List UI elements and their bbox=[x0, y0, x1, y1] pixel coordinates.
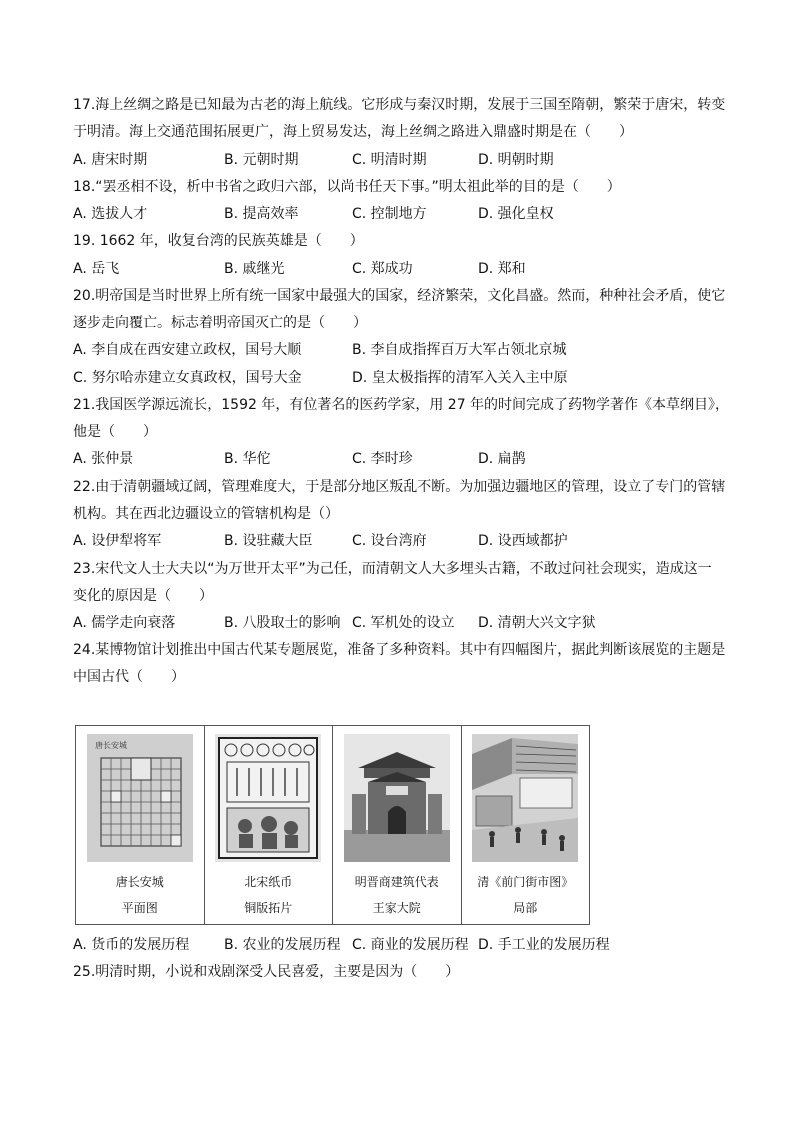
q17-option-c: C. 明清时期 bbox=[352, 152, 427, 168]
song-paper-money-image bbox=[215, 734, 321, 862]
q20-option-b: B. 李自成指挥百万大军占领北京城 bbox=[352, 342, 567, 358]
street-scene-graphic bbox=[472, 734, 578, 862]
q24-option-b: B. 农业的发展历程 bbox=[224, 937, 341, 953]
panel-1-caption-2: 平面图 bbox=[121, 901, 158, 915]
q20-stem-line-1: 20.明帝国是当时世界上所有统一国家中最强大的国家，经济繁荣，文化昌盛。然而，种种社会矛盾，使它 bbox=[73, 288, 726, 304]
q23-option-a: A. 儒学走向衰落 bbox=[73, 615, 176, 631]
q24-stem-line-1: 24.某博物馆计划推出中国古代某专题展览，准备了多种资料。其中有四幅图片，据此判断该展览的主题是 bbox=[73, 642, 726, 658]
changan-map-graphic bbox=[87, 734, 193, 862]
q19-option-b: B. 戚继光 bbox=[224, 261, 285, 277]
panel-2-caption-2: 铜版拓片 bbox=[244, 901, 293, 915]
q18-option-c: C. 控制地方 bbox=[352, 206, 427, 222]
qing-street-painting bbox=[472, 734, 578, 862]
panel-4-caption-1: 清《前门街市图》 bbox=[477, 875, 574, 889]
q20-option-a: A. 李自成在西安建立政权，国号大顺 bbox=[73, 342, 302, 358]
q19-option-c: C. 郑成功 bbox=[352, 261, 413, 277]
q22-option-a: A. 设伊犁将军 bbox=[73, 533, 162, 549]
q22-option-d: D. 设西域都护 bbox=[478, 533, 568, 549]
figure-panel-changan bbox=[76, 726, 205, 924]
panel-3-caption-2: 王家大院 bbox=[372, 901, 421, 915]
panel-4-caption-2: 局部 bbox=[513, 901, 538, 915]
q24-option-c: C. 商业的发展历程 bbox=[352, 937, 469, 953]
q24-figure bbox=[75, 725, 590, 925]
q19-option-d: D. 郑和 bbox=[478, 261, 526, 277]
q17-option-d: D. 明朝时期 bbox=[478, 152, 554, 168]
q21-stem-line-1: 21.我国医学源远流长，1592 年，有位著名的医药学家，用 27 年的时间完成了药物学著作《本草纲目》， bbox=[73, 397, 730, 413]
panel-3-caption-1: 明晋商建筑代表 bbox=[354, 875, 439, 889]
q18-option-b: B. 提高效率 bbox=[224, 206, 299, 222]
changan-map-title: 唐长安城 bbox=[94, 741, 127, 750]
panel-1-caption-1: 唐长安城 bbox=[115, 875, 164, 889]
q20-option-c: C. 努尔哈赤建立女真政权，国号大金 bbox=[73, 370, 302, 386]
q20-option-d: D. 皇太极指挥的清军入关入主中原 bbox=[352, 370, 568, 386]
figure-panel-song-paper-money bbox=[205, 726, 334, 924]
figure-panel-qing-street-scene bbox=[462, 726, 590, 924]
q22-stem-line-1: 22.由于清朝疆域辽阔，管理难度大，于是部分地区叛乱不断。为加强边疆地区的管理，设立了专门的管辖 bbox=[73, 479, 726, 495]
q17-stem-line-2: 于明清。海上交通范围拓展更广，海上贸易发达，海上丝绸之路进入鼎盛时期是在（ ） bbox=[73, 124, 633, 140]
q23-option-d: D. 清朝大兴文字狱 bbox=[478, 615, 596, 631]
paper-money-graphic bbox=[215, 734, 321, 862]
panel-2-caption-1: 北宋纸币 bbox=[244, 875, 293, 889]
q22-option-c: C. 设台湾府 bbox=[352, 533, 427, 549]
changan-map-image bbox=[87, 734, 193, 862]
wang-compound-photo bbox=[344, 734, 450, 862]
figure-panel-wang-compound bbox=[333, 726, 462, 924]
q24-option-d: D. 手工业的发展历程 bbox=[478, 937, 610, 953]
q21-option-c: C. 李时珍 bbox=[352, 451, 413, 467]
q18-option-d: D. 强化皇权 bbox=[478, 206, 554, 222]
q23-option-b: B. 八股取士的影响 bbox=[224, 615, 341, 631]
q21-option-d: D. 扁鹊 bbox=[478, 451, 526, 467]
q18-option-a: A. 选拔人才 bbox=[73, 206, 148, 222]
q21-option-a: A. 张仲景 bbox=[73, 451, 134, 467]
q22-stem-line-2: 机构。其在西北边疆设立的管辖机构是（） bbox=[73, 506, 339, 522]
q19-stem-line-1: 19. 1662 年，收复台湾的民族英雄是（ ） bbox=[73, 233, 364, 249]
q18-stem-line-1: 18.“罢丞相不设，析中书省之政归六部，以尚书任天下事。”明太祖此举的目的是（ ） bbox=[73, 179, 621, 195]
q23-stem-line-2: 变化的原因是（ ） bbox=[73, 588, 213, 604]
q17-stem-line-1: 17.海上丝绸之路是已知最为古老的海上航线。它形成与秦汉时期，发展于三国至隋朝，繁荣于唐宋，转变 bbox=[73, 97, 726, 113]
q24-option-a: A. 货币的发展历程 bbox=[73, 937, 190, 953]
q17-option-a: A. 唐宋时期 bbox=[73, 152, 148, 168]
q25-stem-line-1: 25.明清时期，小说和戏剧深受人民喜爱，主要是因为（ ） bbox=[73, 964, 460, 980]
q23-stem-line-1: 23.宋代文人士大夫以“为万世开太平”为己任，而清朝文人大多埋头古籍，不敢过问社会现实，造成这一 bbox=[73, 561, 712, 577]
q19-option-a: A. 岳飞 bbox=[73, 261, 120, 277]
q24-stem-line-2: 中国古代（ ） bbox=[73, 669, 185, 685]
q21-stem-line-2: 他是（ ） bbox=[73, 424, 157, 440]
q22-option-b: B. 设驻藏大臣 bbox=[224, 533, 313, 549]
q21-option-b: B. 华佗 bbox=[224, 451, 271, 467]
q17-option-b: B. 元朝时期 bbox=[224, 152, 299, 168]
q23-option-c: C. 军机处的设立 bbox=[352, 615, 455, 631]
compound-gate-graphic bbox=[344, 734, 450, 862]
q20-stem-line-2: 逐步走向覆亡。标志着明帝国灭亡的是（ ） bbox=[73, 315, 367, 331]
